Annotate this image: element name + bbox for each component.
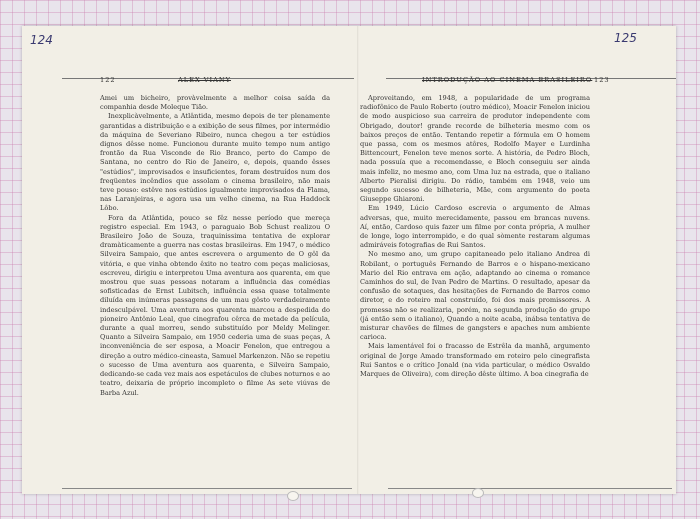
handwritten-right-number: 125 [614, 31, 637, 45]
binding-tab [472, 488, 484, 498]
paragraph: No mesmo ano, um grupo capitaneado pelo italiano Andrea di Robilant, o português Fernando de Barros e o hispano-mexicano Mario del Rio entrava em ação, adaptando ao cinema o romance Caminhos do sul, de Ivan Pedro de Martins. O resultado, apesar da confusão de sotaques, das hesitações de Fernando de Barros como diretor, e do roteiro mal construído, foi dos mais promissores. A promessa não se realizaria, porém, na segunda produção do grupo (já então sem o italiano), Quando a noite acaba, inábsa tentativa de misturar chavões de filmes de gangsters e apaches num ambiente carioca. [360, 250, 590, 342]
paragraph: Inexplicàvelmente, a Atlântida, mesmo depois de ter plenamente garantidas a distribuição e a exibição de seus filmes, por intermédio da máquina de Severiano Ribeiro, nunca chegou a ter estúdios dignos dêsse nome. Funcionou durante muito tempo num antigo frontão da Rua Visconde de Rio Branco, perto do Campo de Santana, no centro do Rio de Janeiro, e, depois, quando êsses "estúdios", improvisados e insuficientes, foram destruídos num dos freqüentes incêndios que assolam o cinema brasileiro, não mais teve pouso: estêve nos estúdios igualmente improvisados da Flama, nas Laranjeiras, e agora usa um velho cinema, na Rua Haddock Lôbo. [100, 112, 330, 213]
left-page-number: 122 [100, 76, 116, 84]
paragraph: Fora da Atlântida, pouco se fêz nesse período que mereça registro especial. Em 1943, o paraguaio Bob Schust realizou O Brasileiro João de Souza, traquinissima tentativa de explorar dramàticamente a guerra nas costas brasileiras. Em 1947, o médico Silveira Sampaio, que antes escrevera o argumento de O gôl da vitória, e que vinha obtendo êxito no teatro com peças maliciosas, escreveu, dirigiu e interpretou Uma aventura aos quarenta, em que mostrou que suas pessoas notaram a influência das comédias sofisticadas de Ernst Lubitsch, influência essa quase totalmente diluída em inúmeras passagens de um mau gôsto verdadeiramente indesculpável. Uma aventura aos quarenta marcou a despedida do pioneiro Antônio Leal, que cinegrafou cêrca de metade da película, durante a qual morreu, sendo substituído por Meldy Melinger. Quanto a Silveira Sampaio, em 1950 cederia uma de suas peças, A inconveniência de ser esposa, a Moacir Fenelon, que entregou a direção a outro médico-cineasta, Samuel Markenzon. Não se repetiu o sucesso de Uma aventura aos quarenta, e Silveira Sampaio, dedicando-se cada vez mais aos espetáculos de clubes noturnos e ao teatro, deixaria de próprio incompleto o filme As sete viúvas de Barba Azul. [100, 213, 330, 397]
handwritten-left-number: 124 [30, 33, 53, 47]
right-page-number: 123 [594, 76, 610, 84]
paragraph: Aproveitando, em 1948, a popularidade de um programa radiofônico de Paulo Roberto (outro médico), Moacir Fenelon iniciou de modo auspicioso sua carreira de produtor independente com Obrigado, doutor! grande recorde de bilheteria mesmo com os baixos preços de então. Tentando repetir a fórmula em O homem que passa, com os mesmos atôres, Rodolfo Mayer e Lurdinha Bittencourt, Fenelon teve menos sorte. A história, de Pedro Bloch, nada possuía que a recomendasse, e Bloch conseguiu ser ainda mais infeliz, no mesmo ano, com Uma luz na estrada, que o italiano Alberto Pieralisi dirigiu. Do rádio, também em 1948, veio um segundo sucesso de bilheteria, Mãe, com argumento do poeta Giuseppe Ghiaroni. [360, 94, 590, 204]
right-bottom-rule [388, 488, 672, 489]
center-fold [357, 26, 359, 494]
right-page-body [360, 94, 590, 379]
paragraph: Em 1949, Lúcio Cardoso escrevia o argumento de Almas adversas, que, muito merecidamente, passou em brancas nuvens. Aí, então, Cardoso quis fazer um filme por conta própria, A mulher de longe, logo interrompido, e do qual sòmente restaram algumas admiráveis fotografias de Rui Santos. [360, 204, 590, 250]
left-page-body [100, 94, 330, 398]
left-running-title: ALEX VIANY [178, 76, 231, 84]
right-running-title: INTRODUÇÃO AO CINEMA BRASILEIRO [422, 76, 593, 84]
paragraph: Mais lamentável foi o fracasso de Estrêla da manhã, argumento original de Jorge Amado transformado em roteiro pelo cinegrafista Rui Santos e o crítico Jonald (na vida particular, o médico Osvaldo Marques de Oliveira), com direção dêste último. A boa cinegrafia de [360, 342, 590, 379]
binding-tab [287, 491, 299, 501]
left-bottom-rule [62, 488, 352, 489]
paragraph: Amei um bicheiro, provàvelmente a melhor coisa saída da companhia desde Moleque Tião. [100, 94, 330, 112]
